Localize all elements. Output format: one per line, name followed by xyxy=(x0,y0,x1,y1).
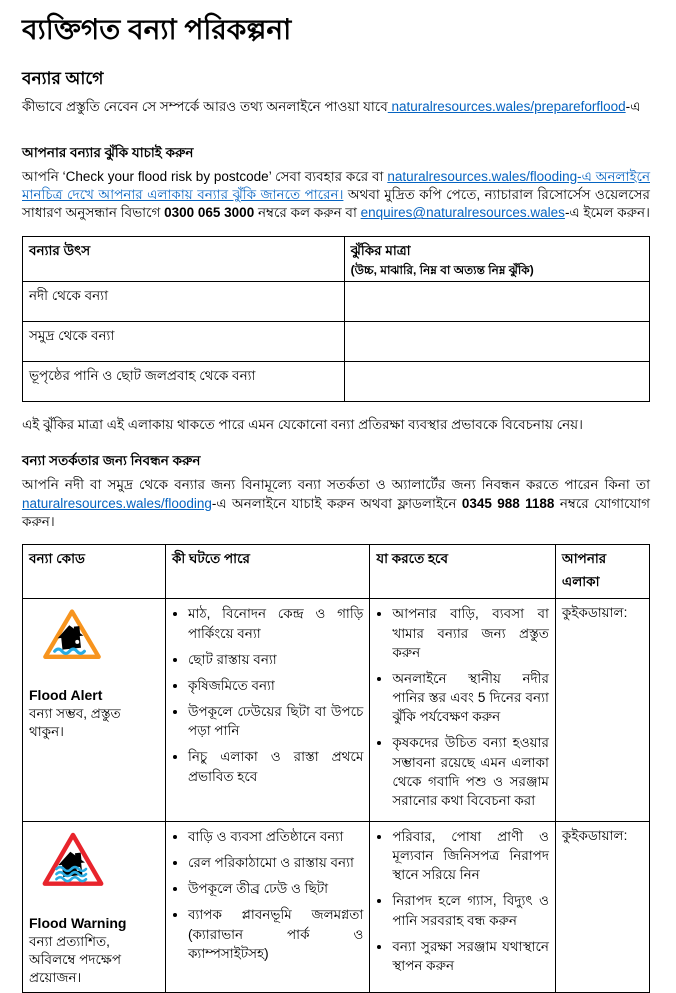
flood-warning-what-could-happen-cell xyxy=(165,822,369,993)
risk-level-header-sub: (উচ্চ, মাঝারি, নিম্ন বা অত্যন্ত নিম্ন ঝুঁকি) xyxy=(350,262,534,277)
bullet-item: • নিরাপদ হলে গ্যাস, বিদ্যুৎ ও পানি সরবরাহ বন্ধ করুন xyxy=(392,891,549,929)
check-risk-seg2: অথবা মুদ্রিত কপি পেতে, ন্যাচারাল রিসোর্সেস ওয়েলসের সাধারণ অনুসন্ধান বিভাগে xyxy=(22,186,650,221)
register-seg1: আপনি নদী বা সমুদ্র থেকে বন্যার জন্য বিনামূল্যে বন্যা সতর্কতা ও অ্যালার্টের জন্য নিবন্ধন করতে পারেন কিনা তা xyxy=(22,477,650,493)
bullet-item: • কৃষকদের উচিত বন্যা হওয়ার সম্ভাবনা রয়েছে এমন এলাকা থেকে গবাদি পশু ও সরঞ্জাম সরানোর কথা বিবেচনা করা xyxy=(392,733,549,810)
flood-warning-label: Flood Warning xyxy=(29,915,127,932)
risk-source-rivers: নদী থেকে বন্যা xyxy=(23,282,345,322)
section-heading-register: বন্যা সতর্কতার জন্য নিবন্ধন করুন xyxy=(22,453,201,469)
risk-level-header-text: ঝুঁকির মাত্রা xyxy=(350,242,411,258)
bullet-item: • অনলাইনে স্থানীয় নদীর পানির স্তর এবং 5 দিনের বন্যা ঝুঁকি পর্যবেক্ষণ করুন xyxy=(392,669,549,726)
risk-source-surface-water: ভূপৃষ্ঠের পানি ও ছোট জলপ্রবাহ থেকে বন্যা xyxy=(23,362,345,402)
bullet-item: • উপকূলে তীব্র ঢেউ ও ছিটা xyxy=(188,879,363,898)
flood-warning-icon xyxy=(41,830,105,893)
flood-codes-table xyxy=(22,544,650,993)
flood-warning-row xyxy=(23,822,650,993)
flood-warning-what-to-do-cell xyxy=(370,822,556,993)
bullet-item: • বন্যা সুরক্ষা সরঞ্জাম যথাস্থানে স্থাপন করুন xyxy=(392,937,549,975)
flooding-link[interactable]: naturalresources.wales/flooding xyxy=(22,495,212,511)
check-risk-seg3: নম্বরে কল করুন বা xyxy=(254,205,361,221)
flood-warning-description: বন্যা প্রত্যাশিত, অবিলম্বে পদক্ষেপ প্রয়োজন। xyxy=(29,933,122,985)
flood-warning-todo-list xyxy=(376,827,549,975)
flood-alert-label: Flood Alert xyxy=(29,687,103,704)
risk-level-cell xyxy=(344,322,649,362)
section-heading-before-flood: বন্যার আগে xyxy=(22,69,104,89)
bullet-item: • আপনার বাড়ি, ব্যবসা বা খামার বন্যার জন্য প্রস্তুত করুন xyxy=(392,604,549,661)
intro-paragraph xyxy=(22,98,650,116)
flood-warning-your-area-cell: কুইকডায়াল: xyxy=(555,822,649,993)
header-what-to-do: যা করতে হবে xyxy=(370,545,556,599)
bullet-item: • রেল পরিকাঠামো ও রাস্তায় বন্যা xyxy=(188,853,363,872)
section-heading-check-risk: আপনার বন্যার ঝুঁকি যাচাই করুন xyxy=(22,144,194,160)
bullet-item: • মাঠ, বিনোদন কেন্দ্র ও গাড়ি পার্কিংয়ে বন্যা xyxy=(188,604,363,642)
register-seg2: -এ অনলাইনে যাচাই করুন অথবা ফ্লাডলাইনে xyxy=(211,495,462,511)
risk-note: এই ঝুঁকির মাত্রা এই এলাকায় থাকতে পারে এমন যেকোনো বন্যা প্রতিরক্ষা ব্যবস্থার প্রভাবকে বিবেচনায় নেয়। xyxy=(22,417,583,433)
intro-suffix: -এ xyxy=(625,99,641,115)
bullet-item: • ছোট রাস্তায় বন্যা xyxy=(188,650,363,669)
enquiries-email-link[interactable]: enquires@naturalresources.wales xyxy=(360,205,565,221)
flood-codes-header-row xyxy=(23,545,650,599)
header-what-could-happen: কী ঘটতে পারে xyxy=(165,545,369,599)
flooding-map-link[interactable]: naturalresources.wales/flooding-এ অনলাইনে মানচিত্র দেখে আপনার এলাকায় বন্যার ঝুঁকি জানতে পারেন। xyxy=(22,168,650,202)
register-seg3: নম্বরে যোগাযোগ করুন। xyxy=(22,495,650,530)
risk-table-header-source: বন্যার উৎস xyxy=(23,236,345,281)
risk-table-header-row xyxy=(23,236,650,281)
check-risk-seg1: আপনি ‘Check your flood risk by postcode’ সেবা ব্যবহার করে বা xyxy=(22,168,388,184)
header-your-area: আপনার এলাকা xyxy=(555,545,649,599)
flood-warning-code-cell xyxy=(23,822,166,993)
risk-level-cell xyxy=(344,282,649,322)
flood-alert-description: বন্যা সম্ভব, প্রস্তুত থাকুন। xyxy=(29,705,121,740)
bullet-item: • নিচু এলাকা ও রাস্তা প্রথমে প্রভাবিত হবে xyxy=(188,747,363,785)
flood-alert-todo-list xyxy=(376,604,549,810)
bullet-item: • বাড়ি ও ব্যবসা প্রতিষ্ঠানে বন্যা xyxy=(188,827,363,846)
risk-level-cell xyxy=(344,362,649,402)
flood-alert-code-cell xyxy=(23,599,166,822)
table-row xyxy=(23,362,650,402)
register-paragraph xyxy=(22,476,650,531)
risk-table-header-level xyxy=(344,236,649,281)
risk-source-sea: সমুদ্র থেকে বন্যা xyxy=(23,322,345,362)
bullet-item: • ব্যাপক প্লাবনভূমি জলমগ্নতা (ক্যারাভান পার্ক ও ক্যাম্পসাইটসহ) xyxy=(188,905,363,962)
flood-risk-table xyxy=(22,236,650,402)
page-title: ব্যক্তিগত বন্যা পরিকল্পনা xyxy=(22,14,292,45)
flood-alert-icon xyxy=(41,607,105,665)
bullet-item: • কৃষিজমিতে বন্যা xyxy=(188,676,363,695)
flood-alert-what-could-happen-cell xyxy=(165,599,369,822)
floodline-phone-number: 0345 988 1188 xyxy=(461,495,555,511)
bullet-item: • পরিবার, পোষা প্রাণী ও মূল্যবান জিনিসপত্র নিরাপদ স্থানে সরিয়ে নিন xyxy=(392,827,549,884)
intro-text: কীভাবে প্রস্তুতি নেবেন সে সম্পর্কে আরও তথ্য অনলাইনে পাওয়া যাবে xyxy=(22,99,388,115)
check-risk-paragraph xyxy=(22,168,650,223)
bullet-item: • উপকূলে ঢেউয়ের ছিটা বা উপচে পড়া পানি xyxy=(188,702,363,740)
header-flood-code: বন্যা কোড xyxy=(23,545,166,599)
table-row xyxy=(23,282,650,322)
flood-alert-your-area-cell: কুইকডায়াল: xyxy=(555,599,649,822)
flood-alert-row xyxy=(23,599,650,822)
flood-warning-happen-list xyxy=(172,827,363,963)
flood-alert-what-to-do-cell xyxy=(370,599,556,822)
check-risk-seg4: -এ ইমেল করুন। xyxy=(564,205,650,221)
table-row xyxy=(23,322,650,362)
prepareforflood-link[interactable]: naturalresources.wales/prepareforflood xyxy=(387,99,626,115)
flood-alert-happen-list xyxy=(172,604,363,785)
enquiries-phone-number: 0300 065 3000 xyxy=(164,205,255,221)
